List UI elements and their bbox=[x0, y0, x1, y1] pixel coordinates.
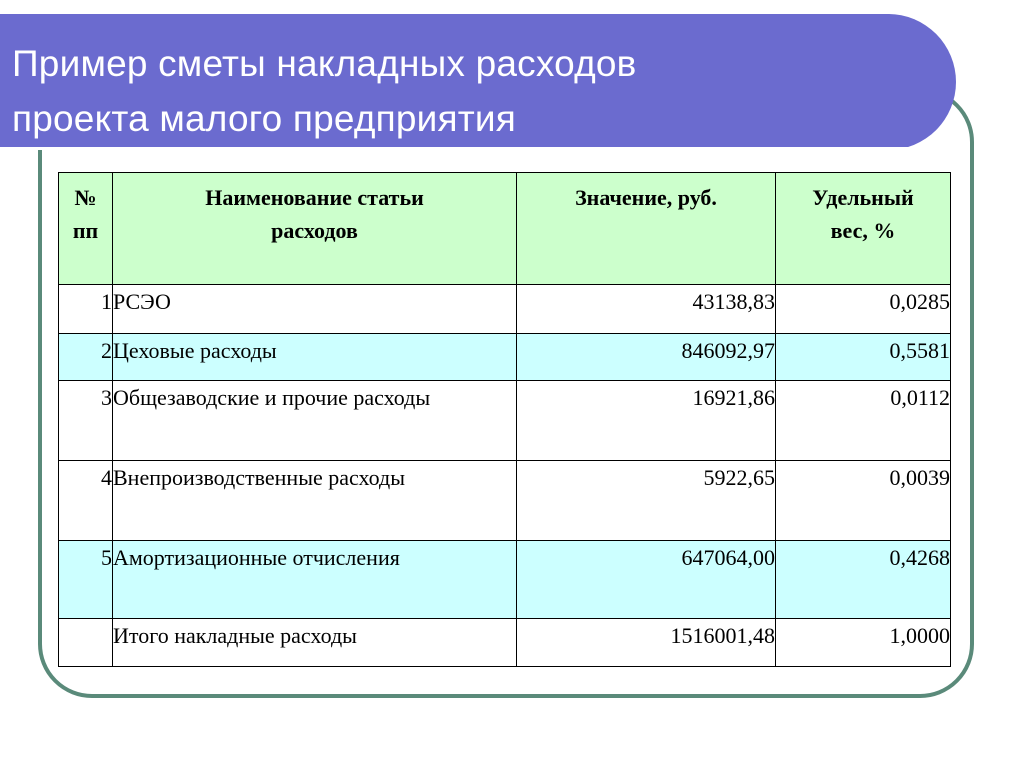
row-number bbox=[59, 619, 113, 667]
title-underline bbox=[0, 147, 908, 150]
title-line-2: проекта малого предприятия bbox=[12, 98, 517, 139]
row-name: РСЭО bbox=[113, 285, 517, 334]
table-row bbox=[59, 461, 951, 541]
row-name: Итого накладные расходы bbox=[113, 619, 517, 667]
row-number: 4 bbox=[59, 461, 113, 541]
row-value: 1516001,48 bbox=[517, 619, 776, 667]
row-number: 1 bbox=[59, 285, 113, 334]
row-name: Амортизационные отчисления bbox=[113, 541, 517, 619]
row-share: 0,0112 bbox=[776, 381, 951, 461]
header-value: Значение, руб. bbox=[517, 173, 776, 285]
title-banner bbox=[0, 14, 956, 150]
row-share: 0,0039 bbox=[776, 461, 951, 541]
header-share: Удельный вес, % bbox=[776, 173, 951, 285]
row-number: 3 bbox=[59, 381, 113, 461]
row-value: 846092,97 bbox=[517, 334, 776, 381]
header-name: Наименование статьи расходов bbox=[113, 173, 517, 285]
row-number: 2 bbox=[59, 334, 113, 381]
table-row bbox=[59, 381, 951, 461]
table-row bbox=[59, 285, 951, 334]
row-share: 0,5581 bbox=[776, 334, 951, 381]
row-share: 0,0285 bbox=[776, 285, 951, 334]
table-total-row bbox=[59, 619, 951, 667]
row-share: 0,4268 bbox=[776, 541, 951, 619]
row-value: 16921,86 bbox=[517, 381, 776, 461]
table-row bbox=[59, 334, 951, 381]
overhead-cost-table bbox=[58, 172, 951, 667]
row-number: 5 bbox=[59, 541, 113, 619]
header-number: № пп bbox=[59, 173, 113, 285]
row-name: Общезаводские и прочие расходы bbox=[113, 381, 517, 461]
row-name: Внепроизводственные расходы bbox=[113, 461, 517, 541]
row-share: 1,0000 bbox=[776, 619, 951, 667]
row-value: 647064,00 bbox=[517, 541, 776, 619]
row-name: Цеховые расходы bbox=[113, 334, 517, 381]
row-value: 43138,83 bbox=[517, 285, 776, 334]
table-row bbox=[59, 541, 951, 619]
row-value: 5922,65 bbox=[517, 461, 776, 541]
slide-title bbox=[12, 36, 637, 146]
table-header-row bbox=[59, 173, 951, 285]
title-line-1: Пример сметы накладных расходов bbox=[12, 43, 637, 84]
